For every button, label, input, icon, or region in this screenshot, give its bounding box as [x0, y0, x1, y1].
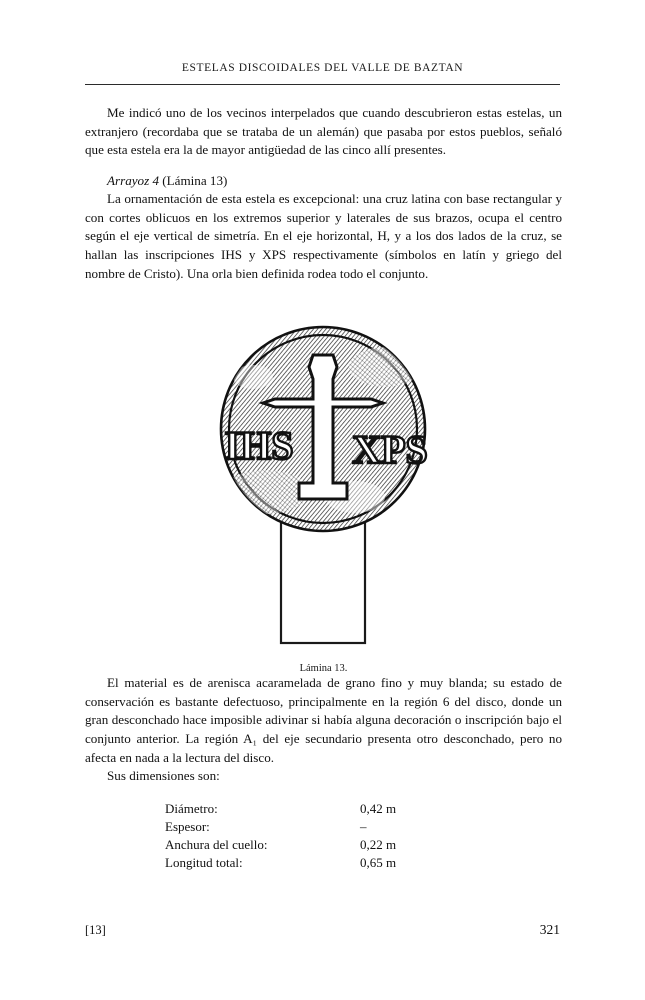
dimension-value: 0,22 m — [360, 836, 397, 852]
paragraph-material: El material es de arenisca acaramelada de grano fino y muy blanda; su estado de conservación es bastante defectuoso, principalmente en la región 6 del disco, donde un gran desconchado hace imposible adivinar si había alguna decoración o inscripción bajo el conjunto anterior. La región A₁ del eje secundario presenta otro desconchado, pero no afecta en nada a la lectura del disco. — [85, 675, 562, 765]
header-rule — [85, 84, 560, 85]
page-content — [85, 104, 562, 872]
dimension-label: Longitud total: — [165, 854, 243, 870]
dimension-label: Diámetro: — [165, 800, 218, 816]
section-heading-title: Arrayoz 4 — [107, 172, 160, 188]
folio-number-left: [13] — [85, 923, 106, 937]
paragraph-intro: Me indicó uno de los vecinos interpelados que cuando descubrieron estas estelas, un extranjero (recordaba que se trataba de un alemán) que pasaba por estos pueblos, señaló que esta estela era la de mayor antigüedad de las cinco allí presentes. — [85, 105, 562, 158]
section-heading-plate: (Lámina 13) — [159, 172, 228, 188]
running-head: ESTELAS DISCOIDALES DEL VALLE DE BAZTAN — [181, 62, 464, 74]
table-row — [165, 818, 480, 836]
section-heading — [85, 172, 562, 191]
dimension-label: Espesor: — [165, 818, 210, 834]
figure-caption: Lámina 13. — [299, 663, 348, 675]
dimension-value: 0,65 m — [360, 854, 397, 870]
inscription-xps: XPS — [352, 427, 428, 473]
table-row — [165, 836, 480, 854]
table-row — [165, 800, 480, 818]
figure-block — [85, 307, 562, 674]
stele-disc — [221, 327, 428, 531]
paragraph-dimensions-intro: Sus dimensiones son: — [107, 768, 220, 784]
page-number: 321 — [539, 922, 560, 937]
table-row — [165, 854, 480, 872]
dimension-label: Anchura del cuello: — [165, 836, 268, 852]
figure-drawing — [85, 307, 562, 657]
paragraph-description: La ornamentación de esta estela es excepcional: una cruz latina con base rectangular y con cortes oblicuos en los extremos superior y laterales de sus brazos, ocupa el centro según el eje vertical de simetría. En el eje horizontal, H, y a los dos lados de la cruz, se hallan las inscripciones IHS y XPS respectivamente (símbolos en latín y griego del nombre de Cristo). Una orla bien definida rodea todo el conjunto. — [85, 191, 562, 281]
dimension-value: – — [360, 818, 367, 834]
estela-discoidal-svg — [85, 307, 562, 657]
dimensions-table — [165, 800, 480, 872]
dimensions-table-body — [165, 800, 480, 872]
inscription-ihs: IHS — [224, 423, 294, 469]
dimension-value: 0,42 m — [360, 800, 397, 816]
